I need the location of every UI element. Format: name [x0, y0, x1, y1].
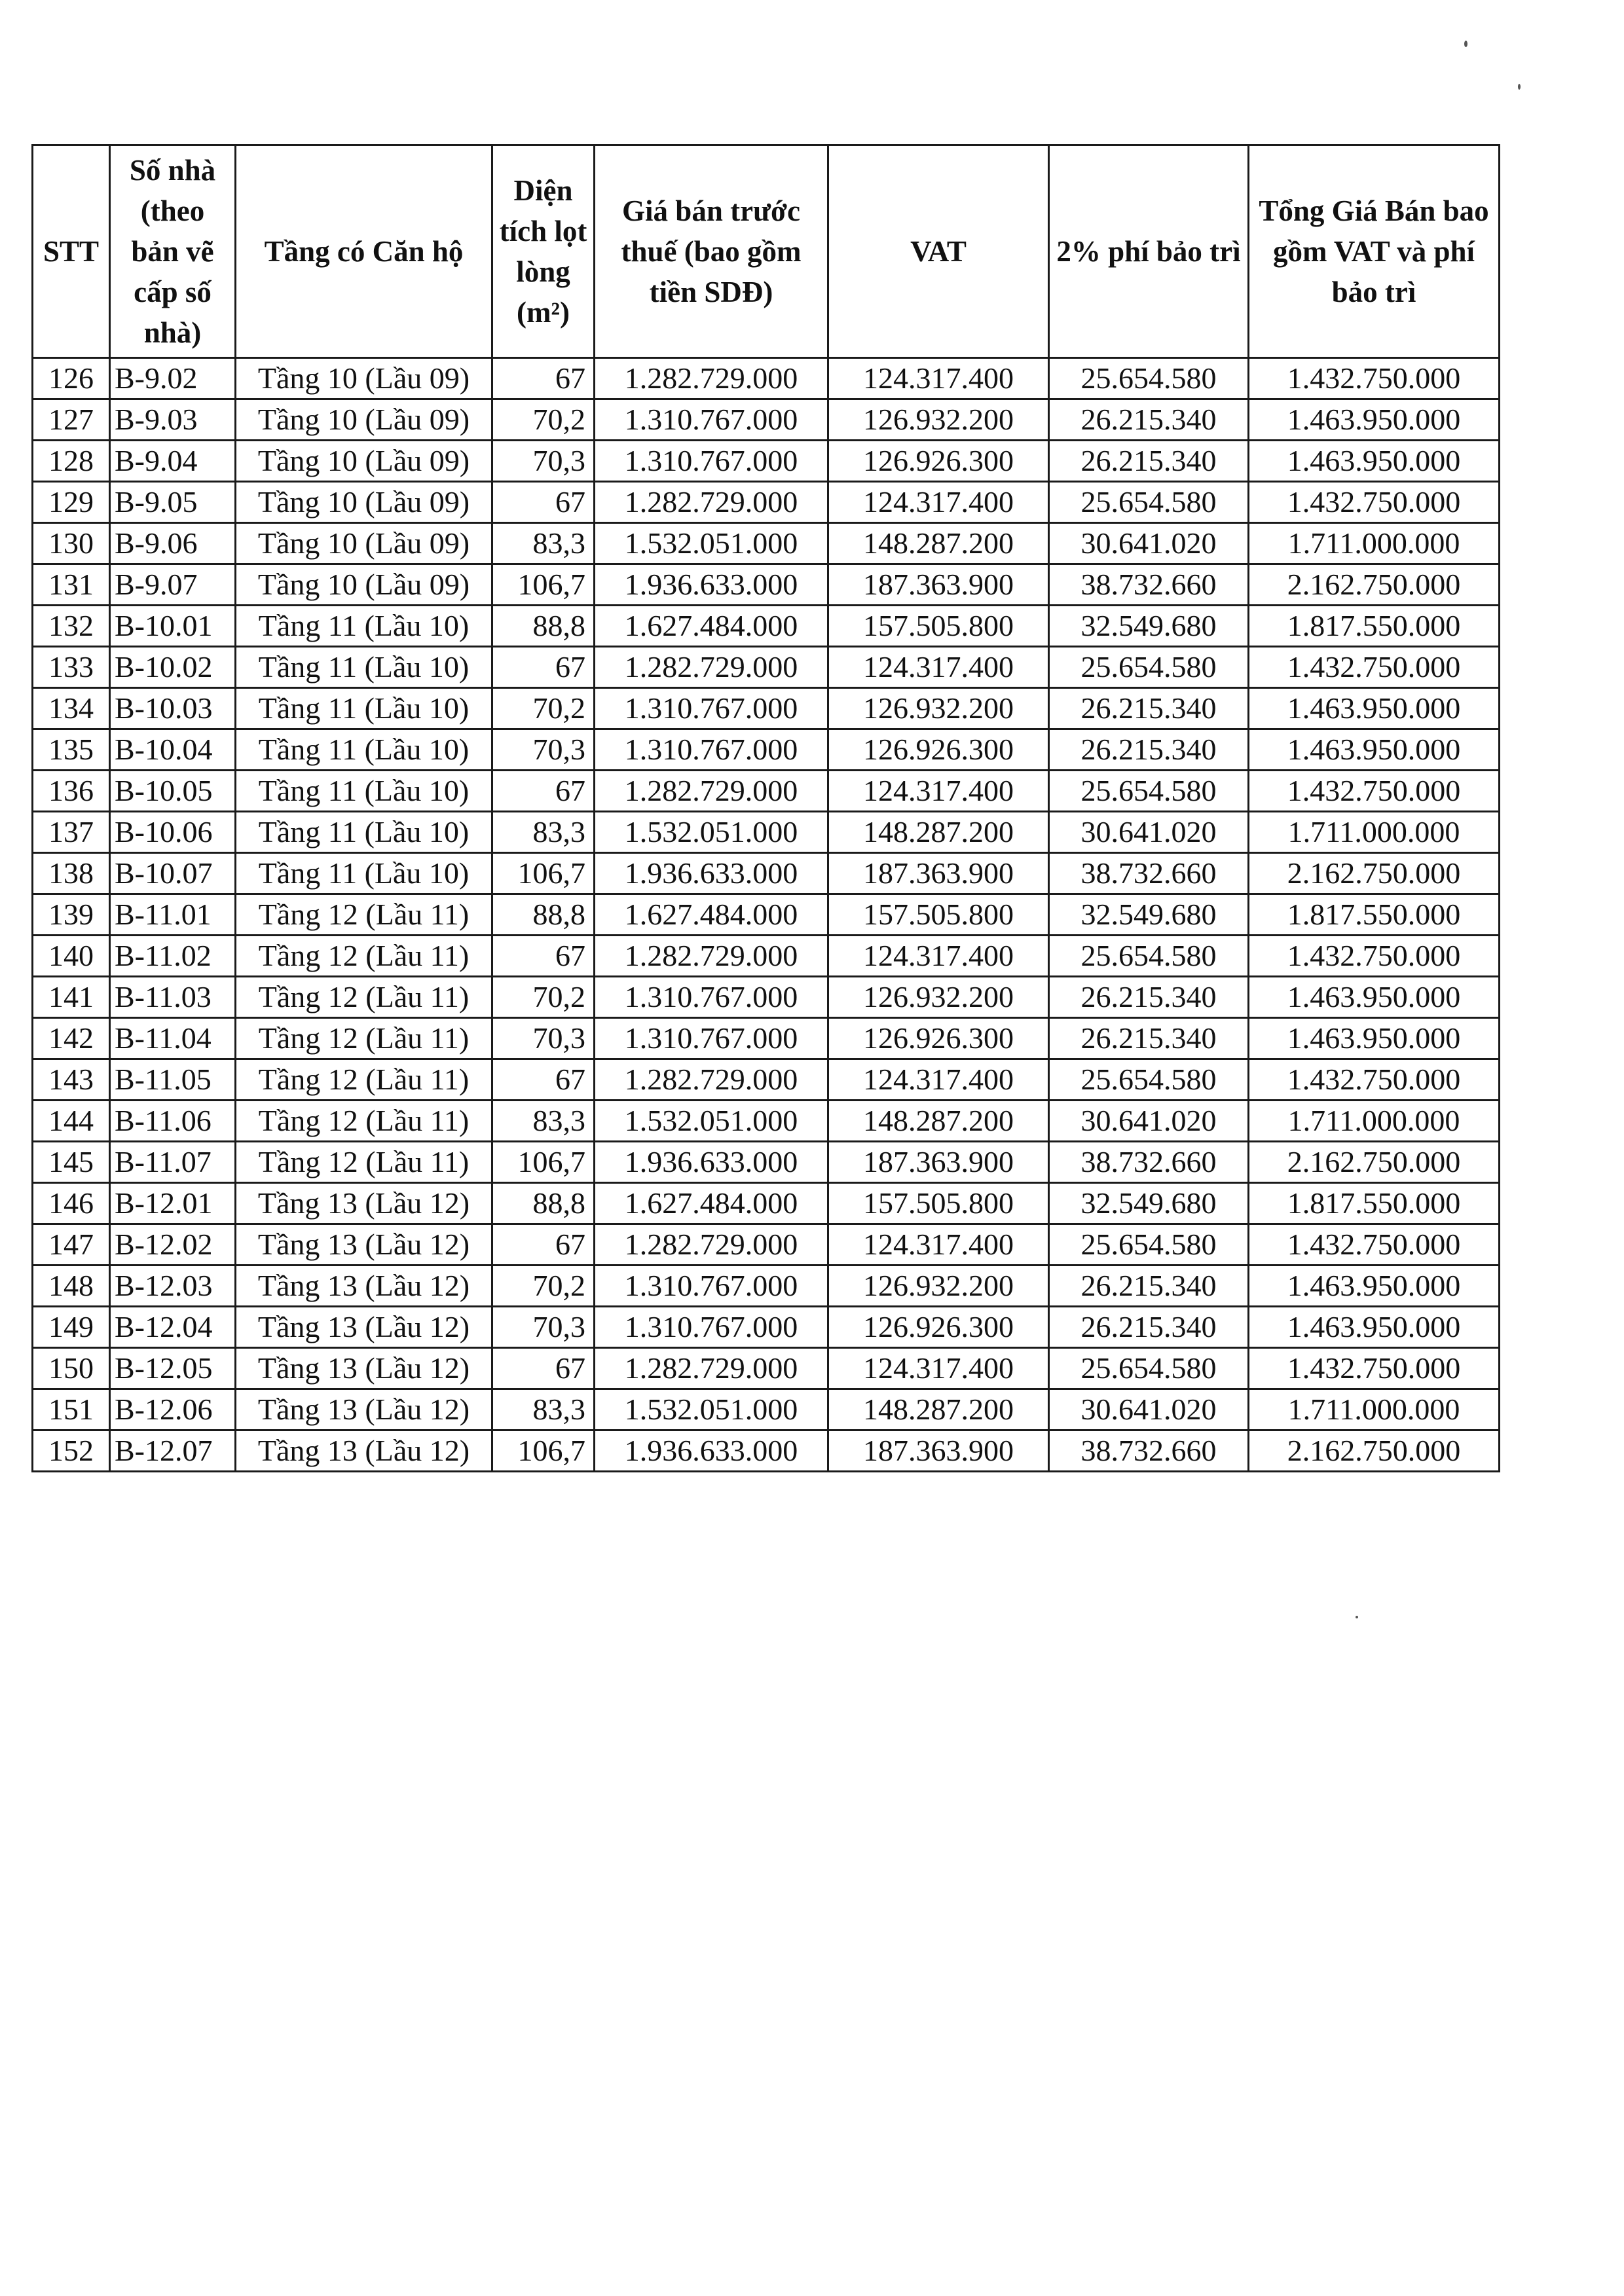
row-price-pre-tax: 1.282.729.000 [595, 482, 828, 523]
table-row [33, 853, 1500, 894]
row-total-price: 1.463.950.000 [1249, 1307, 1500, 1348]
row-price-pre-tax: 1.282.729.000 [595, 1224, 828, 1266]
row-house-number: B-10.05 [110, 771, 236, 812]
row-maintenance-fee: 26.215.340 [1049, 1266, 1249, 1307]
row-total-price: 1.711.000.000 [1249, 1101, 1500, 1142]
row-price-pre-tax: 1.282.729.000 [595, 358, 828, 399]
header-vat: VAT [828, 145, 1049, 358]
row-total-price: 2.162.750.000 [1249, 853, 1500, 894]
row-price-pre-tax: 1.310.767.000 [595, 729, 828, 771]
row-house-number: B-12.04 [110, 1307, 236, 1348]
row-price-pre-tax: 1.627.484.000 [595, 894, 828, 936]
row-floor: Tầng 13 (Lầu 12) [236, 1307, 492, 1348]
row-maintenance-fee: 38.732.660 [1049, 853, 1249, 894]
row-vat: 126.932.200 [828, 977, 1049, 1018]
row-stt: 141 [33, 977, 110, 1018]
row-floor: Tầng 10 (Lầu 09) [236, 482, 492, 523]
row-vat: 124.317.400 [828, 647, 1049, 688]
row-floor: Tầng 10 (Lầu 09) [236, 399, 492, 441]
row-vat: 148.287.200 [828, 812, 1049, 853]
row-area: 83,3 [492, 812, 595, 853]
row-area: 67 [492, 1348, 595, 1389]
row-price-pre-tax: 1.310.767.000 [595, 1266, 828, 1307]
table-row [33, 729, 1500, 771]
row-floor: Tầng 13 (Lầu 12) [236, 1348, 492, 1389]
table-row [33, 564, 1500, 606]
row-stt: 135 [33, 729, 110, 771]
table-row [33, 482, 1500, 523]
header-maintenance-fee: 2% phí bảo trì [1049, 145, 1249, 358]
row-maintenance-fee: 30.641.020 [1049, 1101, 1249, 1142]
row-maintenance-fee: 30.641.020 [1049, 523, 1249, 564]
row-maintenance-fee: 26.215.340 [1049, 977, 1249, 1018]
row-stt: 139 [33, 894, 110, 936]
row-house-number: B-12.05 [110, 1348, 236, 1389]
row-house-number: B-10.06 [110, 812, 236, 853]
table-row [33, 1307, 1500, 1348]
row-price-pre-tax: 1.532.051.000 [595, 1101, 828, 1142]
row-stt: 152 [33, 1430, 110, 1472]
row-area: 67 [492, 1224, 595, 1266]
row-stt: 149 [33, 1307, 110, 1348]
row-stt: 126 [33, 358, 110, 399]
row-area: 106,7 [492, 1430, 595, 1472]
row-maintenance-fee: 32.549.680 [1049, 894, 1249, 936]
row-house-number: B-9.02 [110, 358, 236, 399]
row-stt: 129 [33, 482, 110, 523]
row-total-price: 1.432.750.000 [1249, 358, 1500, 399]
row-price-pre-tax: 1.936.633.000 [595, 564, 828, 606]
row-total-price: 1.432.750.000 [1249, 936, 1500, 977]
row-floor: Tầng 10 (Lầu 09) [236, 564, 492, 606]
row-floor: Tầng 13 (Lầu 12) [236, 1389, 492, 1430]
row-stt: 150 [33, 1348, 110, 1389]
row-vat: 187.363.900 [828, 1142, 1049, 1183]
row-area: 67 [492, 358, 595, 399]
row-stt: 136 [33, 771, 110, 812]
header-price-pre-tax: Giá bán trước thuế (bao gồm tiền SDĐ) [595, 145, 828, 358]
scan-speck [1518, 84, 1521, 90]
row-maintenance-fee: 25.654.580 [1049, 1059, 1249, 1101]
row-vat: 126.932.200 [828, 1266, 1049, 1307]
row-floor: Tầng 11 (Lầu 10) [236, 647, 492, 688]
row-area: 70,3 [492, 729, 595, 771]
row-area: 70,3 [492, 1307, 595, 1348]
row-stt: 133 [33, 647, 110, 688]
row-house-number: B-10.03 [110, 688, 236, 729]
table-row [33, 606, 1500, 647]
header-stt: STT [33, 145, 110, 358]
row-vat: 126.926.300 [828, 441, 1049, 482]
row-floor: Tầng 12 (Lầu 11) [236, 1059, 492, 1101]
row-price-pre-tax: 1.310.767.000 [595, 1307, 828, 1348]
row-house-number: B-9.05 [110, 482, 236, 523]
row-stt: 137 [33, 812, 110, 853]
row-price-pre-tax: 1.532.051.000 [595, 812, 828, 853]
row-floor: Tầng 11 (Lầu 10) [236, 688, 492, 729]
row-maintenance-fee: 25.654.580 [1049, 1224, 1249, 1266]
row-house-number: B-9.03 [110, 399, 236, 441]
row-total-price: 1.711.000.000 [1249, 812, 1500, 853]
table-body [33, 358, 1500, 1472]
row-vat: 157.505.800 [828, 894, 1049, 936]
header-floor: Tầng có Căn hộ [236, 145, 492, 358]
row-price-pre-tax: 1.532.051.000 [595, 1389, 828, 1430]
row-total-price: 2.162.750.000 [1249, 1142, 1500, 1183]
row-area: 88,8 [492, 1183, 595, 1224]
row-floor: Tầng 12 (Lầu 11) [236, 977, 492, 1018]
row-vat: 126.926.300 [828, 1307, 1049, 1348]
row-area: 106,7 [492, 1142, 595, 1183]
row-vat: 124.317.400 [828, 358, 1049, 399]
row-total-price: 1.463.950.000 [1249, 441, 1500, 482]
row-price-pre-tax: 1.936.633.000 [595, 1430, 828, 1472]
row-area: 67 [492, 482, 595, 523]
table-row [33, 977, 1500, 1018]
row-vat: 148.287.200 [828, 523, 1049, 564]
row-total-price: 1.432.750.000 [1249, 1348, 1500, 1389]
scan-speck [1356, 1616, 1358, 1618]
row-vat: 126.926.300 [828, 1018, 1049, 1059]
row-price-pre-tax: 1.282.729.000 [595, 647, 828, 688]
row-maintenance-fee: 38.732.660 [1049, 1142, 1249, 1183]
scan-speck [1464, 41, 1467, 47]
table-row [33, 441, 1500, 482]
row-price-pre-tax: 1.936.633.000 [595, 1142, 828, 1183]
row-area: 106,7 [492, 564, 595, 606]
row-maintenance-fee: 25.654.580 [1049, 1348, 1249, 1389]
row-floor: Tầng 10 (Lầu 09) [236, 441, 492, 482]
row-stt: 132 [33, 606, 110, 647]
row-maintenance-fee: 32.549.680 [1049, 1183, 1249, 1224]
row-area: 70,3 [492, 1018, 595, 1059]
table-row [33, 688, 1500, 729]
row-floor: Tầng 12 (Lầu 11) [236, 1101, 492, 1142]
row-maintenance-fee: 30.641.020 [1049, 812, 1249, 853]
row-vat: 187.363.900 [828, 1430, 1049, 1472]
row-maintenance-fee: 26.215.340 [1049, 688, 1249, 729]
row-total-price: 1.432.750.000 [1249, 1224, 1500, 1266]
row-maintenance-fee: 32.549.680 [1049, 606, 1249, 647]
row-house-number: B-11.04 [110, 1018, 236, 1059]
row-vat: 148.287.200 [828, 1101, 1049, 1142]
row-maintenance-fee: 26.215.340 [1049, 399, 1249, 441]
row-total-price: 1.711.000.000 [1249, 1389, 1500, 1430]
table-row [33, 523, 1500, 564]
row-stt: 146 [33, 1183, 110, 1224]
row-stt: 134 [33, 688, 110, 729]
row-house-number: B-10.02 [110, 647, 236, 688]
row-maintenance-fee: 25.654.580 [1049, 936, 1249, 977]
row-area: 106,7 [492, 853, 595, 894]
row-total-price: 1.463.950.000 [1249, 1266, 1500, 1307]
row-area: 83,3 [492, 1389, 595, 1430]
row-price-pre-tax: 1.627.484.000 [595, 1183, 828, 1224]
row-total-price: 1.817.550.000 [1249, 894, 1500, 936]
row-area: 70,2 [492, 399, 595, 441]
row-total-price: 1.463.950.000 [1249, 729, 1500, 771]
row-area: 67 [492, 647, 595, 688]
row-house-number: B-11.02 [110, 936, 236, 977]
row-maintenance-fee: 38.732.660 [1049, 1430, 1249, 1472]
row-stt: 144 [33, 1101, 110, 1142]
row-total-price: 1.432.750.000 [1249, 771, 1500, 812]
row-stt: 138 [33, 853, 110, 894]
row-floor: Tầng 13 (Lầu 12) [236, 1430, 492, 1472]
row-area: 70,2 [492, 688, 595, 729]
row-vat: 187.363.900 [828, 564, 1049, 606]
row-house-number: B-11.07 [110, 1142, 236, 1183]
row-vat: 124.317.400 [828, 771, 1049, 812]
table-row [33, 894, 1500, 936]
table-row [33, 647, 1500, 688]
table-row [33, 1101, 1500, 1142]
row-maintenance-fee: 30.641.020 [1049, 1389, 1249, 1430]
row-area: 88,8 [492, 606, 595, 647]
table-row [33, 1224, 1500, 1266]
table-header-row [33, 145, 1500, 358]
row-house-number: B-12.01 [110, 1183, 236, 1224]
row-house-number: B-11.05 [110, 1059, 236, 1101]
row-price-pre-tax: 1.282.729.000 [595, 771, 828, 812]
row-floor: Tầng 12 (Lầu 11) [236, 936, 492, 977]
row-area: 83,3 [492, 1101, 595, 1142]
row-floor: Tầng 11 (Lầu 10) [236, 812, 492, 853]
row-total-price: 1.432.750.000 [1249, 647, 1500, 688]
table-row [33, 358, 1500, 399]
row-vat: 124.317.400 [828, 482, 1049, 523]
row-house-number: B-9.06 [110, 523, 236, 564]
header-house-number: Số nhà (theo bản vẽ cấp số nhà) [110, 145, 236, 358]
row-house-number: B-10.07 [110, 853, 236, 894]
row-total-price: 1.817.550.000 [1249, 1183, 1500, 1224]
table-row [33, 1018, 1500, 1059]
table-row [33, 1266, 1500, 1307]
row-maintenance-fee: 38.732.660 [1049, 564, 1249, 606]
row-price-pre-tax: 1.310.767.000 [595, 977, 828, 1018]
row-total-price: 1.711.000.000 [1249, 523, 1500, 564]
row-stt: 148 [33, 1266, 110, 1307]
row-maintenance-fee: 25.654.580 [1049, 771, 1249, 812]
row-area: 83,3 [492, 523, 595, 564]
row-area: 67 [492, 771, 595, 812]
row-area: 70,3 [492, 441, 595, 482]
row-house-number: B-10.04 [110, 729, 236, 771]
row-vat: 124.317.400 [828, 1348, 1049, 1389]
row-maintenance-fee: 26.215.340 [1049, 729, 1249, 771]
row-floor: Tầng 12 (Lầu 11) [236, 894, 492, 936]
row-house-number: B-11.06 [110, 1101, 236, 1142]
row-total-price: 1.463.950.000 [1249, 1018, 1500, 1059]
table-row [33, 1348, 1500, 1389]
row-maintenance-fee: 26.215.340 [1049, 1307, 1249, 1348]
row-house-number: B-12.06 [110, 1389, 236, 1430]
row-maintenance-fee: 25.654.580 [1049, 358, 1249, 399]
row-total-price: 1.463.950.000 [1249, 688, 1500, 729]
row-price-pre-tax: 1.310.767.000 [595, 399, 828, 441]
row-price-pre-tax: 1.627.484.000 [595, 606, 828, 647]
row-price-pre-tax: 1.310.767.000 [595, 441, 828, 482]
row-house-number: B-12.03 [110, 1266, 236, 1307]
row-maintenance-fee: 25.654.580 [1049, 482, 1249, 523]
row-stt: 130 [33, 523, 110, 564]
table-row [33, 1059, 1500, 1101]
row-area: 67 [492, 936, 595, 977]
row-floor: Tầng 11 (Lầu 10) [236, 853, 492, 894]
row-floor: Tầng 13 (Lầu 12) [236, 1224, 492, 1266]
table-row [33, 1142, 1500, 1183]
row-price-pre-tax: 1.282.729.000 [595, 1059, 828, 1101]
row-price-pre-tax: 1.282.729.000 [595, 936, 828, 977]
row-stt: 143 [33, 1059, 110, 1101]
row-total-price: 1.463.950.000 [1249, 399, 1500, 441]
row-price-pre-tax: 1.310.767.000 [595, 688, 828, 729]
row-area: 88,8 [492, 894, 595, 936]
row-stt: 147 [33, 1224, 110, 1266]
row-stt: 131 [33, 564, 110, 606]
row-stt: 151 [33, 1389, 110, 1430]
row-total-price: 1.432.750.000 [1249, 1059, 1500, 1101]
row-vat: 124.317.400 [828, 936, 1049, 977]
row-total-price: 1.817.550.000 [1249, 606, 1500, 647]
row-floor: Tầng 10 (Lầu 09) [236, 358, 492, 399]
table-row [33, 1389, 1500, 1430]
row-floor: Tầng 11 (Lầu 10) [236, 729, 492, 771]
row-vat: 126.932.200 [828, 399, 1049, 441]
row-floor: Tầng 11 (Lầu 10) [236, 771, 492, 812]
header-area: Diện tích lọt lòng (m²) [492, 145, 595, 358]
row-floor: Tầng 11 (Lầu 10) [236, 606, 492, 647]
row-vat: 126.932.200 [828, 688, 1049, 729]
row-total-price: 1.432.750.000 [1249, 482, 1500, 523]
table-row [33, 936, 1500, 977]
row-area: 70,2 [492, 1266, 595, 1307]
row-vat: 148.287.200 [828, 1389, 1049, 1430]
row-vat: 124.317.400 [828, 1224, 1049, 1266]
row-vat: 157.505.800 [828, 1183, 1049, 1224]
row-stt: 145 [33, 1142, 110, 1183]
row-stt: 128 [33, 441, 110, 482]
row-stt: 142 [33, 1018, 110, 1059]
row-house-number: B-11.01 [110, 894, 236, 936]
row-area: 67 [492, 1059, 595, 1101]
row-total-price: 2.162.750.000 [1249, 564, 1500, 606]
row-vat: 126.926.300 [828, 729, 1049, 771]
table-row [33, 812, 1500, 853]
row-maintenance-fee: 26.215.340 [1049, 1018, 1249, 1059]
row-house-number: B-12.07 [110, 1430, 236, 1472]
row-vat: 124.317.400 [828, 1059, 1049, 1101]
row-maintenance-fee: 25.654.580 [1049, 647, 1249, 688]
row-vat: 157.505.800 [828, 606, 1049, 647]
row-area: 70,2 [492, 977, 595, 1018]
table-row [33, 1183, 1500, 1224]
row-total-price: 2.162.750.000 [1249, 1430, 1500, 1472]
row-price-pre-tax: 1.282.729.000 [595, 1348, 828, 1389]
row-floor: Tầng 13 (Lầu 12) [236, 1183, 492, 1224]
row-price-pre-tax: 1.532.051.000 [595, 523, 828, 564]
row-total-price: 1.463.950.000 [1249, 977, 1500, 1018]
row-floor: Tầng 13 (Lầu 12) [236, 1266, 492, 1307]
row-stt: 127 [33, 399, 110, 441]
header-total-price: Tổng Giá Bán bao gồm VAT và phí bảo trì [1249, 145, 1500, 358]
row-stt: 140 [33, 936, 110, 977]
row-house-number: B-11.03 [110, 977, 236, 1018]
apartment-price-table [31, 144, 1500, 1472]
row-floor: Tầng 12 (Lầu 11) [236, 1142, 492, 1183]
table-row [33, 399, 1500, 441]
row-maintenance-fee: 26.215.340 [1049, 441, 1249, 482]
row-price-pre-tax: 1.936.633.000 [595, 853, 828, 894]
row-price-pre-tax: 1.310.767.000 [595, 1018, 828, 1059]
table-row [33, 1430, 1500, 1472]
row-house-number: B-12.02 [110, 1224, 236, 1266]
row-floor: Tầng 10 (Lầu 09) [236, 523, 492, 564]
table-row [33, 771, 1500, 812]
row-house-number: B-9.07 [110, 564, 236, 606]
row-floor: Tầng 12 (Lầu 11) [236, 1018, 492, 1059]
row-vat: 187.363.900 [828, 853, 1049, 894]
row-house-number: B-10.01 [110, 606, 236, 647]
row-house-number: B-9.04 [110, 441, 236, 482]
